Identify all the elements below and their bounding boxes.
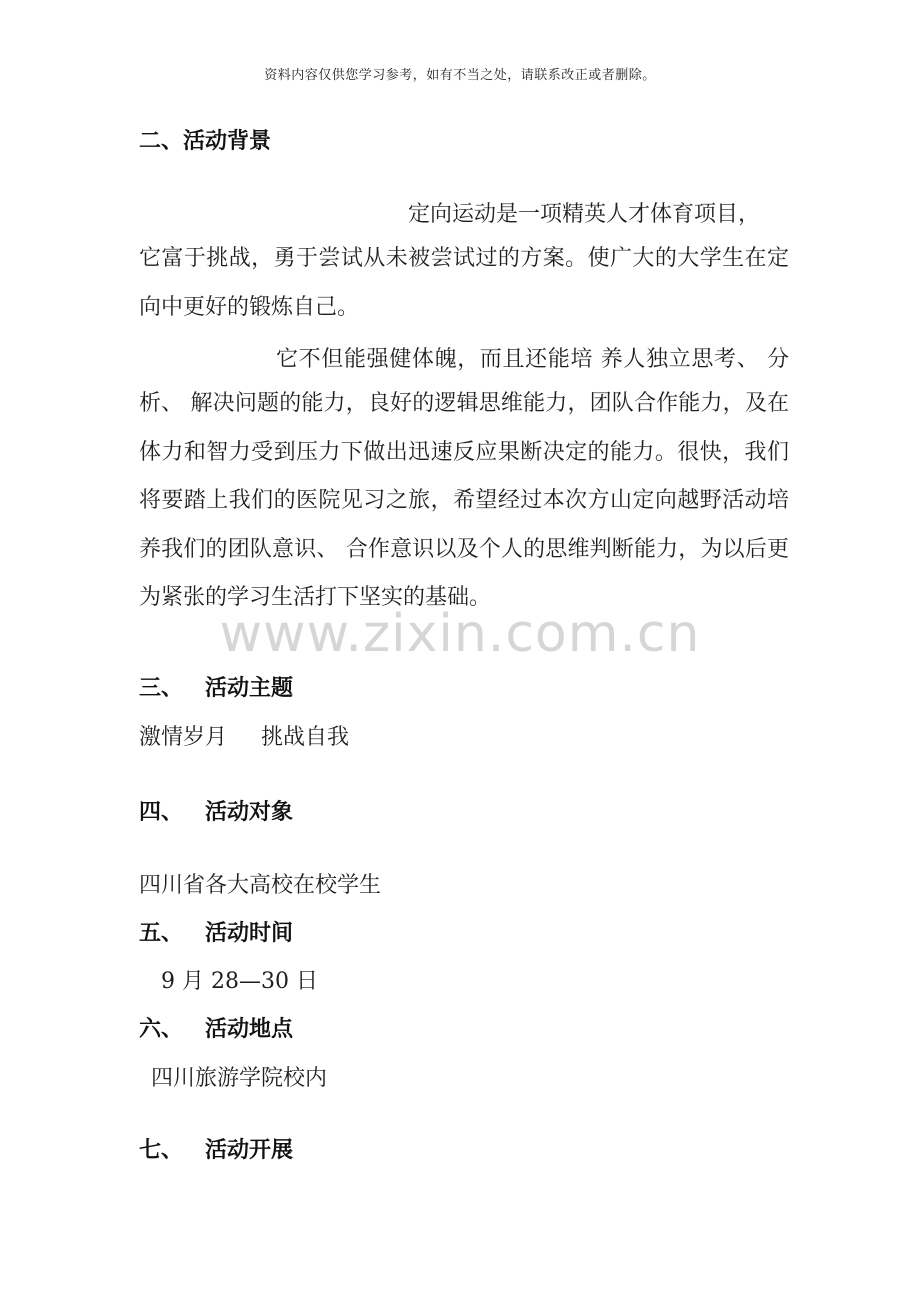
section-heading-time bbox=[139, 916, 293, 947]
paragraph-2-lead: 它不但能强健体魄，而且还能培 养人独立思考、 分 bbox=[276, 347, 789, 372]
section-heading-theme bbox=[139, 671, 293, 702]
section-number: 五、 bbox=[139, 921, 184, 946]
section-title: 活动开展 bbox=[205, 1138, 294, 1163]
paragraph-1-body: 它富于挑战，勇于尝试从未被尝试过的方案。使广大的大学生在定向中更好的锻炼自己。 bbox=[139, 246, 789, 320]
section-title: 活动地点 bbox=[205, 1017, 294, 1042]
section-number: 七、 bbox=[139, 1138, 184, 1163]
watermark: www.zixin.com.cn bbox=[219, 604, 701, 664]
section-number: 四、 bbox=[139, 800, 184, 825]
theme-part-b: 挑战自我 bbox=[261, 725, 350, 750]
section-title: 活动主题 bbox=[205, 676, 294, 701]
theme-part-a: 激情岁月 bbox=[139, 725, 228, 750]
section-heading-location bbox=[139, 1012, 293, 1043]
section-number: 六、 bbox=[139, 1017, 184, 1042]
section-heading-audience bbox=[139, 795, 293, 826]
section-number: 二、 bbox=[139, 129, 184, 154]
section-title: 活动时间 bbox=[205, 921, 294, 946]
time-content: 9 月 28—30 日 bbox=[161, 969, 318, 994]
location-content: 四川旅游学院校内 bbox=[151, 1066, 328, 1091]
section-heading-background bbox=[139, 124, 271, 155]
audience-content: 四川省各大高校在校学生 bbox=[139, 873, 382, 898]
theme-content bbox=[139, 720, 349, 751]
section-title: 活动背景 bbox=[183, 129, 272, 154]
section-title: 活动对象 bbox=[205, 800, 294, 825]
paragraph-2-body: 析、 解决问题的能力，良好的逻辑思维能力，团队合作能力，及在体力和智力受到压力下做出迅速反应果断决定的能力。很快，我们将要踏上我们的医院见习之旅，希望经过本次方山定向越野活动培养我们的团队意识、 合作意识以及个人的思维判断能力，为以后更为紧张的学习生活打下坚实的基础。 bbox=[139, 391, 789, 610]
header-disclaimer: 资料内容仅供您学习参考，如有不当之处，请联系改正或者删除。 bbox=[264, 68, 656, 83]
paragraph-1-lead: 定向运动是一项精英人才体育项目， bbox=[408, 202, 761, 227]
section-heading-activities bbox=[139, 1133, 293, 1164]
section-number: 三、 bbox=[139, 676, 184, 701]
